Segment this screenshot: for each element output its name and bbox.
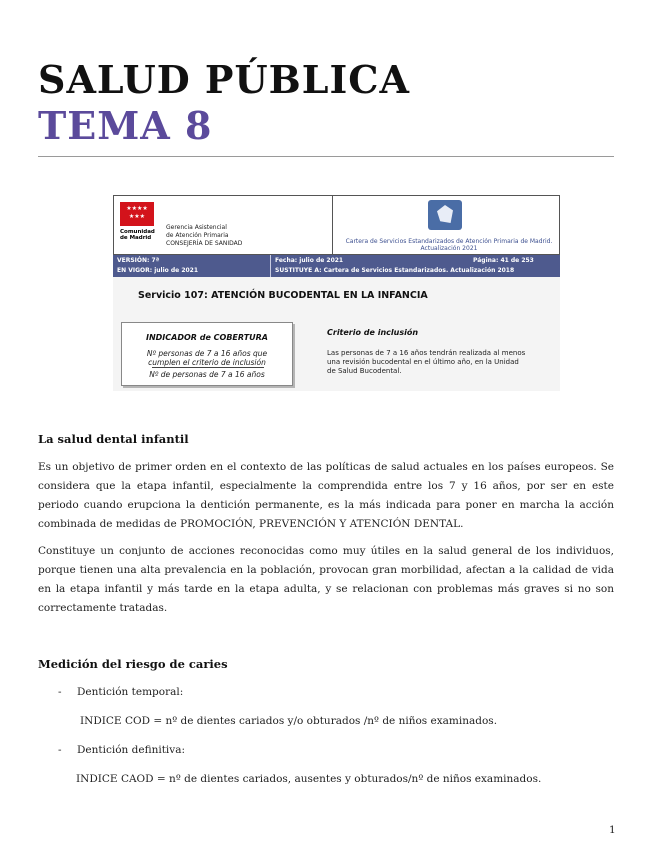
document-subtitle: TEMA 8 bbox=[38, 103, 213, 148]
indicador-numerator-line-2: cumplen el criterio de inclusión bbox=[148, 358, 266, 367]
embedded-document-image bbox=[113, 195, 560, 391]
formula-indice-caod: INDICE CAOD = nº de dientes cariados, ausentes y obturados/nº de niños examinados. bbox=[76, 773, 542, 785]
bullet-dash: - bbox=[58, 686, 62, 698]
fraction-line bbox=[152, 367, 264, 368]
section-heading-salud-dental: La salud dental infantil bbox=[38, 432, 189, 446]
comunidad-madrid-logo bbox=[120, 202, 158, 248]
document-meta-bar bbox=[113, 255, 560, 277]
list-item-denticion-temporal: - Dentición temporal: bbox=[58, 686, 184, 698]
document-title: SALUD PÚBLICA bbox=[38, 57, 410, 102]
servicio-heading: Servicio 107: ATENCIÓN BUCODENTAL EN LA INFANCIA bbox=[138, 290, 428, 301]
paragraph-acciones: Constituye un conjunto de acciones reconocidas como muy útiles en la salud general de los individuos, porque tienen una alta prevalencia en la población, provocan gran morbilidad, afectan a la calidad de vida en la etapa infantil y más tarde en la etapa adulta, y se relacionan con problemas más graves si no son correctamente tratadas. bbox=[38, 545, 614, 614]
indicador-title: INDICADOR de COBERTURA bbox=[145, 333, 268, 342]
organization-name: Gerencia Asistencial de Atención Primaria CONSEJERÍA DE SANIDAD bbox=[166, 224, 243, 247]
title-divider bbox=[38, 156, 614, 157]
indicador-cobertura-box bbox=[121, 322, 293, 386]
snippet-header bbox=[113, 195, 560, 255]
meta-en-vigor: EN VIGOR: julio de 2021 bbox=[117, 267, 199, 274]
madrid-map-icon bbox=[428, 200, 462, 230]
formula-indice-cod: INDICE COD = nº de dientes cariados y/o obturados /nº de niños examinados. bbox=[80, 715, 498, 727]
meta-separator bbox=[270, 255, 271, 277]
paragraph-objetivo: Es un objetivo de primer orden en el contexto de las políticas de salud actuales en los países europeos. Se considera que la etapa infantil, especialmente la comprendida entre los 7 y 16 años, por ser en este periodo cuando erupciona la dentición permanente, es la más indicada para poner en marcha la acción combinada de medidas de PROMOCIÓN, PREVENCIÓN Y ATENCIÓN DENTAL. bbox=[38, 461, 614, 530]
bullet-dash: - bbox=[58, 744, 62, 756]
logo-caption: Comunidad de Madrid bbox=[120, 229, 155, 241]
indicador-denominator: Nº de personas de 7 a 16 años bbox=[149, 370, 265, 379]
list-item-denticion-definitiva: - Dentición definitiva: bbox=[58, 744, 185, 756]
criterio-title: Criterio de inclusión bbox=[327, 328, 419, 337]
indicador-numerator-line-1: Nº personas de 7 a 16 años que bbox=[146, 349, 268, 358]
meta-pagina: Página: 41 de 253 bbox=[473, 257, 534, 264]
meta-version: VERSIÓN: 7ª bbox=[117, 257, 160, 264]
meta-fecha: Fecha: julio de 2021 bbox=[275, 257, 344, 264]
meta-sustituye: SUSTITUYE A: Cartera de Servicios Estandarizados. Actualización 2018 bbox=[275, 267, 515, 274]
header-divider bbox=[332, 196, 333, 256]
madrid-flag-icon: ★★★★ ★★★ bbox=[120, 202, 154, 226]
cartera-title: Cartera de Servicios Estandarizados de Atención Primaria de Madrid. Actualización 2021 bbox=[345, 238, 553, 252]
page-number: 1 bbox=[609, 824, 616, 836]
criterio-text: Las personas de 7 a 16 años tendrán realizada al menos una revisión bucodental en el último año, en la Unidad de Salud Bucodental. bbox=[327, 349, 526, 375]
section-heading-riesgo-caries: Medición del riesgo de caries bbox=[38, 657, 228, 671]
